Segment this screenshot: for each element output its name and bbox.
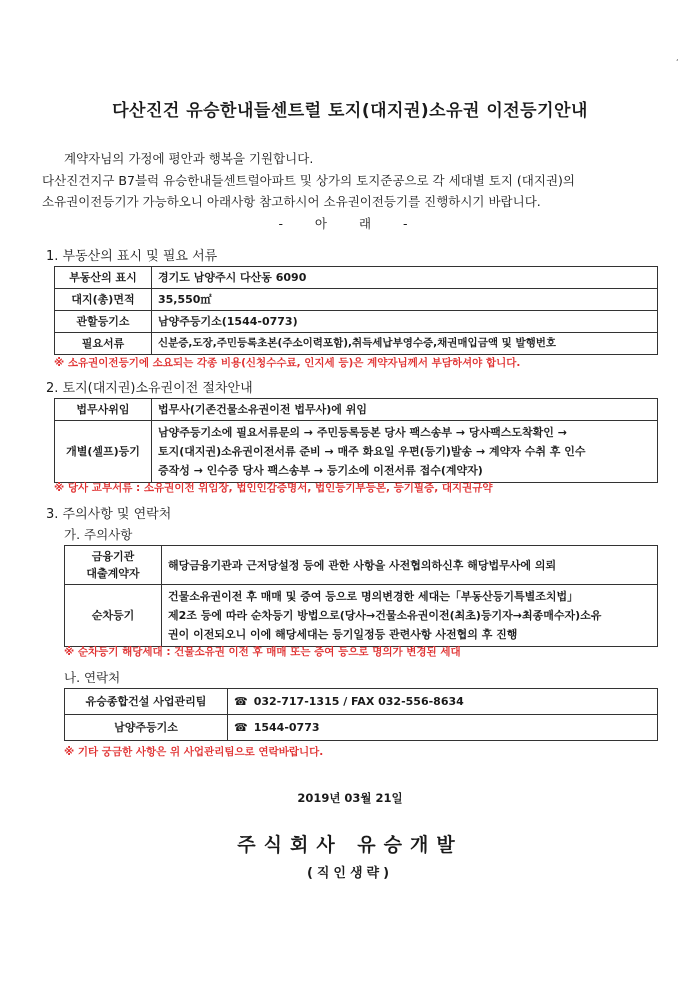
table-row bbox=[65, 546, 658, 585]
row-label: 법무사위임 bbox=[55, 399, 152, 421]
row-label-line: 대출계약자 bbox=[86, 567, 140, 580]
row-value bbox=[152, 421, 658, 483]
table-row bbox=[65, 689, 658, 715]
phone-icon: ☎ bbox=[234, 695, 248, 708]
table-row bbox=[55, 289, 658, 311]
corner-mark: ‘ bbox=[676, 58, 679, 67]
row-label: 대지(총)면적 bbox=[55, 289, 152, 311]
subsection-notes-title: 가. 주의사항 bbox=[64, 527, 133, 542]
intro-heading-below: - 아 래 - bbox=[278, 216, 422, 231]
row-label: 부동산의 표시 bbox=[55, 267, 152, 289]
table-row bbox=[55, 399, 658, 421]
row-value: 경기도 남양주시 다산동 6090 bbox=[152, 267, 658, 289]
row-value: 신분증,도장,주민등록초본(주소이력포함),취득세납부영수증,채권매입금액 및 발행번호 bbox=[152, 333, 658, 355]
row-label-line: 금융기관 bbox=[91, 550, 135, 563]
row-value: 법무사(기존건물소유권이전 법무사)에 위임 bbox=[152, 399, 658, 421]
seal-omitted: (직인생략) bbox=[306, 866, 394, 881]
contacts-table bbox=[64, 688, 658, 741]
section3-title: 3. 주의사항 및 연락처 bbox=[46, 507, 172, 522]
table-row bbox=[65, 715, 658, 741]
section3-note-b: ※ 기타 궁금한 사항은 위 사업관리팀으로 연락바랍니다. bbox=[64, 746, 324, 758]
contact-number: 1544-0773 bbox=[253, 721, 320, 734]
note-line: 건물소유권이전 후 매매 및 증여 등으로 명의변경한 세대는「부동산등기특별조치법」 bbox=[168, 590, 579, 603]
row-value: 남양주등기소(1544-0773) bbox=[152, 311, 658, 333]
row-value bbox=[162, 585, 658, 647]
section3-note-a: ※ 순차등기 해당세대 : 건물소유권 이전 후 매매 또는 증여 등으로 명의가 변경된 세대 bbox=[64, 646, 461, 658]
contact-value bbox=[228, 689, 658, 715]
contact-label: 유승종합건설 사업관리팀 bbox=[65, 689, 228, 715]
document-title: 다산진건 유승한내들센트럴 토지(대지권)소유권 이전등기안내 bbox=[112, 101, 588, 121]
table-row bbox=[55, 311, 658, 333]
section2-note: ※ 당사 교부서류 : 소유권이전 위임장, 법인인감증명서, 법인등기부등본, 등기필증, 대지권규약 bbox=[54, 482, 493, 494]
note-line: 권이 이전되오니 이에 해당세대는 등기일정등 관련사항 사전협의 후 진행 bbox=[168, 628, 518, 641]
table-row bbox=[55, 421, 658, 483]
property-table bbox=[54, 266, 658, 355]
section2-title: 2. 토지(대지권)소유권이전 절차안내 bbox=[46, 381, 253, 396]
row-label bbox=[65, 546, 162, 585]
subsection-contacts-title: 나. 연락처 bbox=[64, 670, 121, 685]
row-label: 개별(셀프)등기 bbox=[55, 421, 152, 483]
intro-line-3: 소유권이전등기가 가능하오니 아래사항 참고하시어 소유권이전등기를 진행하시기 바랍니다. bbox=[42, 194, 541, 209]
table-row bbox=[55, 267, 658, 289]
procedure-line: 남양주등기소에 필요서류문의 → 주민등록등본 당사 팩스송부 → 당사팩스도착확인 → bbox=[158, 426, 567, 439]
procedure-line: 토지(대지권)소유권이전서류 준비 → 매주 화요일 우편(등기)발송 → 계약자 수취 후 인수 bbox=[158, 445, 586, 458]
issue-date: 2019년 03월 21일 bbox=[297, 791, 403, 805]
row-label: 순차등기 bbox=[65, 585, 162, 647]
row-value: 35,550㎡ bbox=[152, 289, 658, 311]
note-line: 제2조 등에 따라 순차등기 방법으로(당사→건물소유권이전(최초)등기자→최종매수자)소유 bbox=[168, 609, 602, 622]
table-row bbox=[65, 585, 658, 647]
row-value: 해당금융기관과 근저당설정 등에 관한 사항을 사전협의하신후 해당법무사에 의뢰 bbox=[162, 546, 658, 585]
phone-icon: ☎ bbox=[234, 721, 248, 734]
section1-title: 1. 부동산의 표시 및 필요 서류 bbox=[46, 249, 218, 264]
intro-line-2: 다산진건지구 B7블럭 유승한내들센트럴아파트 및 상가의 토지준공으로 각 세대별 토지 (대지권)의 bbox=[42, 173, 575, 188]
row-label: 관할등기소 bbox=[55, 311, 152, 333]
company-name: 주식회사 유승개발 bbox=[237, 834, 463, 856]
contact-number: 032-717-1315 / FAX 032-556-8634 bbox=[253, 695, 464, 708]
intro-greeting: 계약자님의 가정에 평안과 행복을 기원합니다. bbox=[64, 151, 314, 166]
contact-value bbox=[228, 715, 658, 741]
procedure-line: 증작성 → 인수증 당사 팩스송부 → 등기소에 이전서류 접수(계약자) bbox=[158, 464, 483, 477]
row-label: 필요서류 bbox=[55, 333, 152, 355]
contact-label: 남양주등기소 bbox=[65, 715, 228, 741]
section1-note: ※ 소유권이전등기에 소요되는 각종 비용(신청수수료, 인지세 등)은 계약자님께서 부담하셔야 합니다. bbox=[54, 357, 521, 369]
table-row bbox=[55, 333, 658, 355]
notes-table bbox=[64, 545, 658, 647]
procedure-table bbox=[54, 398, 658, 483]
